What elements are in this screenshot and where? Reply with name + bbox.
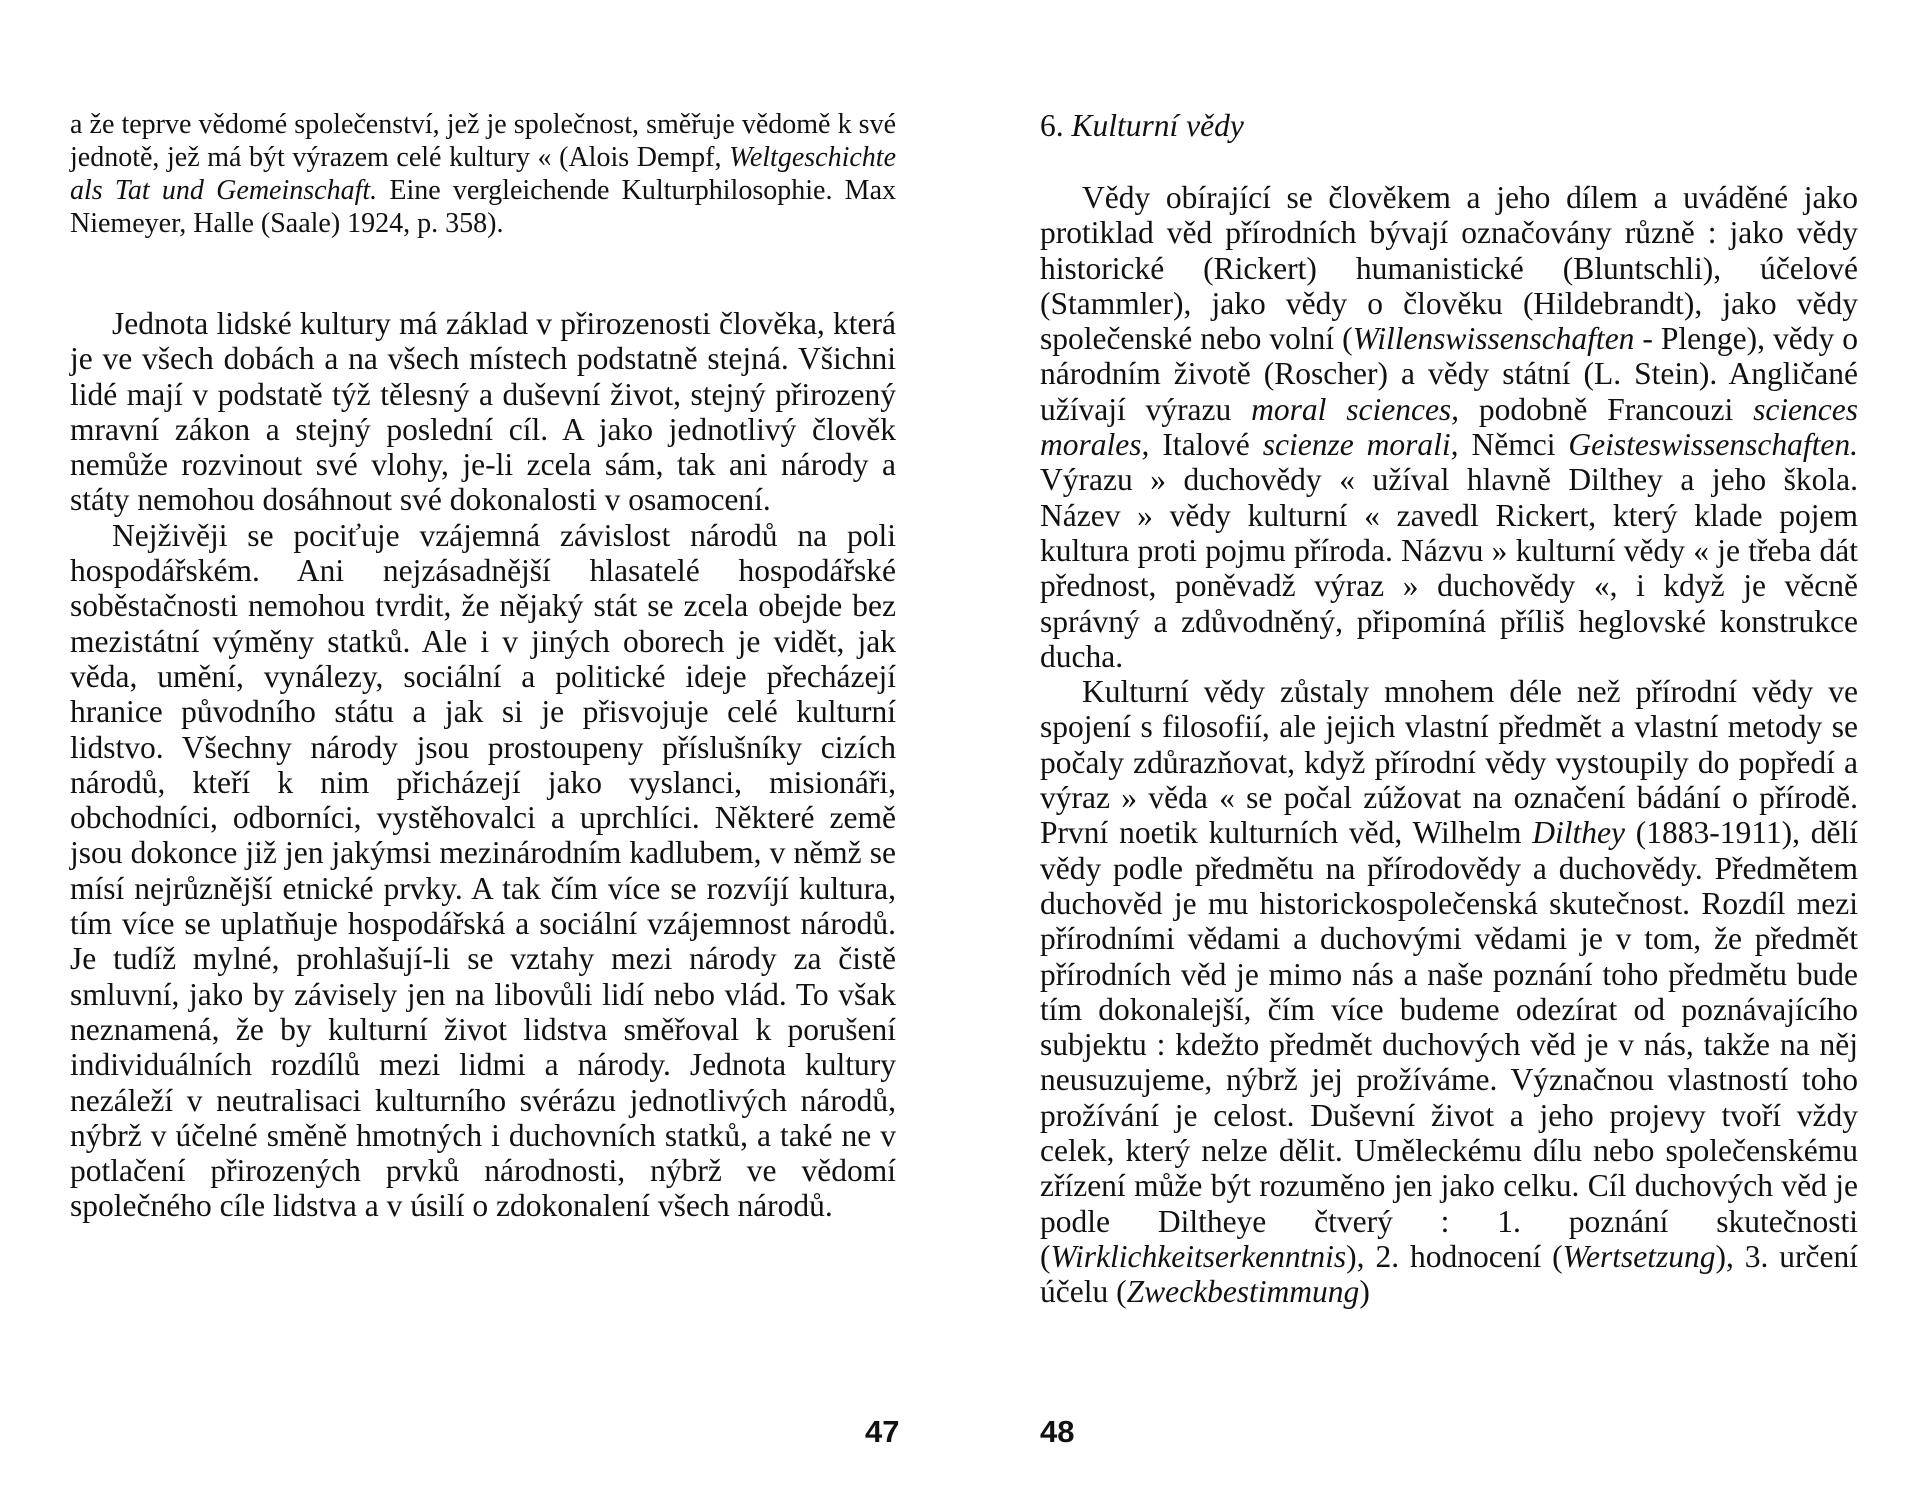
section-number: 6. [1040, 108, 1072, 143]
right-body-text [1040, 180, 1858, 1310]
right-page [1040, 0, 1860, 1500]
italic-term: Wertsetzung [1562, 1238, 1716, 1274]
footnote-text-end: Eine vergleichende Kulturphilosophie. Max Niemeyer, Halle (Saale) 1924, p. 358). [70, 175, 897, 239]
paragraph: Nejživěji se pociťuje vzájemná závislost národů na poli hospodářském. Ani nejzásadnější hlasatelé hospodářské soběstačnosti nemohou tvrdit, že nějaký stát se zcela obejde bez mezistátní výměny statků. Ale i v jiných oborech je vidět, jak věda, umění, vynálezy, sociální a politické ideje přecházejí hranice původního státu a jak si je přisvojuje celé kulturní lidstvo. Všechny národy jsou prostoupeny příslušníky cizích národů, kteří k nim přicházejí jako vyslanci, misionáři, obchodníci, odborníci, vystěhovalci a uprchlíci. Některé země jsou dokonce již jen jakýmsi mezinárodním kadlubem, v němž se mísí nejrůznější etnické prvky. A tak čím více se rozvíjí kultura, tím více se uplatňuje hospodářská a sociální vzájemnost národů. Je tudíž mylné, prohlašují-li se vztahy mezi národy za čistě smluvní, jako by závisely jen na libovůli lidí nebo vlád. To však neznamená, že by kulturní život lidstva směřoval k porušení individuálních rozdílů mezi lidmi a národy. Jednota kultury nezáleží v neutralisaci kulturního svérázu jednotlivých národů, nýbrž v účelné směně hmotných i duchovních statků, a také ne v potlačení přirozených prvků národnosti, nýbrž ve vědomí společného cíle lidstva a v úsilí o zdokonalení všech národů. [70, 517, 896, 1224]
text-run: Vědy obírající se člověkem a jeho dílem a uváděné jako protiklad věd přírodních bývají označovány různě : jako vědy historické (Rickert) humanistické (Bluntschli), účelové (Stammler), jako vědy o člověku (Hildebrandt), jako vědy společenské nebo volní ( [1040, 180, 1858, 357]
paragraph [1040, 180, 1858, 674]
italic-term: Zweckbestimmung [1126, 1274, 1360, 1310]
text-run: (1883-1911), dělí vědy podle předmětu na přírodovědy a duchovědy. Předmětem duchověd je mu historickospolečenská skutečnost. Rozdíl mezi přírodními vědami a duchovými vědami je v tom, že předmět přírodních věd je mimo nás a naše poznání toho předmětu bude tím dokonalejší, čím více budeme odezírat od poznávajícího subjektu : kdežto předmět duchových věd je v nás, takže na něj neusuzujeme, nýbrž jej prožíváme. Význačnou vlastností toho prožívání je celost. Duševní život a jeho projevy tvoří vždy celek, který nelze dělit. Uměleckému dílu nebo společenskému zřízení může být rozuměno jen jako celku. Cíl duchových věd je podle Diltheye čtverý : 1. poznání skutečnosti ( [1040, 815, 1858, 1274]
left-page [70, 0, 900, 1500]
text-run: podobně Francouzi [1459, 391, 1754, 427]
italic-term: Geisteswissenschaften. [1568, 427, 1858, 463]
italic-term: sciences morales, [1040, 391, 1859, 463]
section-title: Kulturní vědy [1071, 108, 1244, 143]
italic-term: scienze morali, [1262, 427, 1459, 463]
footnote [70, 108, 896, 240]
footnote-book-title: Weltgeschichte als Tat und Gemeinschaft. [70, 142, 896, 206]
footnote-text: a že teprve vědomé společenství, jež je společnost, směřuje vědomě k své jednotě, jež má být výrazem celé kultury « (Alois Dempf, [70, 109, 896, 173]
text-run: - Plenge), vědy o národním životě (Roscher) a vědy státní (L. Stein). Angličané užívají výrazu [1040, 321, 1858, 427]
text-run: ), 2. hodnocení ( [1346, 1238, 1563, 1274]
text-run: ) [1359, 1274, 1370, 1310]
text-run: Kulturní vědy zůstaly mnohem déle než přírodní vědy ve spojení s filosofií, ale jejich vlastní předmět a vlastní metody se počaly zdůrazňovat, když přírodní vědy vystoupily do popředí a výraz » věda « se počal zúžovat na označení bádání o přírodě. První noetik kulturních věd, Wilhelm [1040, 674, 1858, 851]
section-heading [1040, 106, 1244, 146]
text-run: Italové [1149, 427, 1263, 463]
italic-term: moral sciences, [1251, 391, 1460, 427]
left-body-text [70, 306, 896, 1224]
italic-term: Wirklichkeitserkenntnis [1050, 1238, 1347, 1274]
paragraph [1040, 674, 1858, 1309]
paragraph: Jednota lidské kultury má základ v přirozenosti člověka, která je ve všech dobách a na všech místech podstatně stejná. Všichni lidé mají v podstatě týž tělesný a duševní život, stejný přirozený mravní zákon a stejný poslední cíl. A jako jednotlivý člověk nemůže rozvinout své vlohy, je-li zcela sám, tak ani národy a státy nemohou dosáhnout své dokonalosti v osamocení. [70, 306, 896, 518]
italic-term: Willenswissenschaften [1352, 321, 1635, 357]
text-run: Němci [1458, 427, 1569, 463]
page-number: 48 [1040, 1414, 1075, 1449]
text-run: ), 3. určení účelu ( [1040, 1238, 1858, 1310]
page-number: 47 [865, 1414, 900, 1449]
italic-term: Dilthey [1532, 815, 1625, 851]
text-run: Výrazu » duchovědy « užíval hlavně Dilthey a jeho škola. Název » vědy kulturní « zavedl Rickert, který klade pojem kultura proti pojmu příroda. Názvu » kulturní vědy « je třeba dát přednost, poněvadž výraz » duchovědy «, i když je věcně správný a zdůvodněný, připomíná příliš heglovské konstrukce ducha. [1040, 462, 1858, 674]
